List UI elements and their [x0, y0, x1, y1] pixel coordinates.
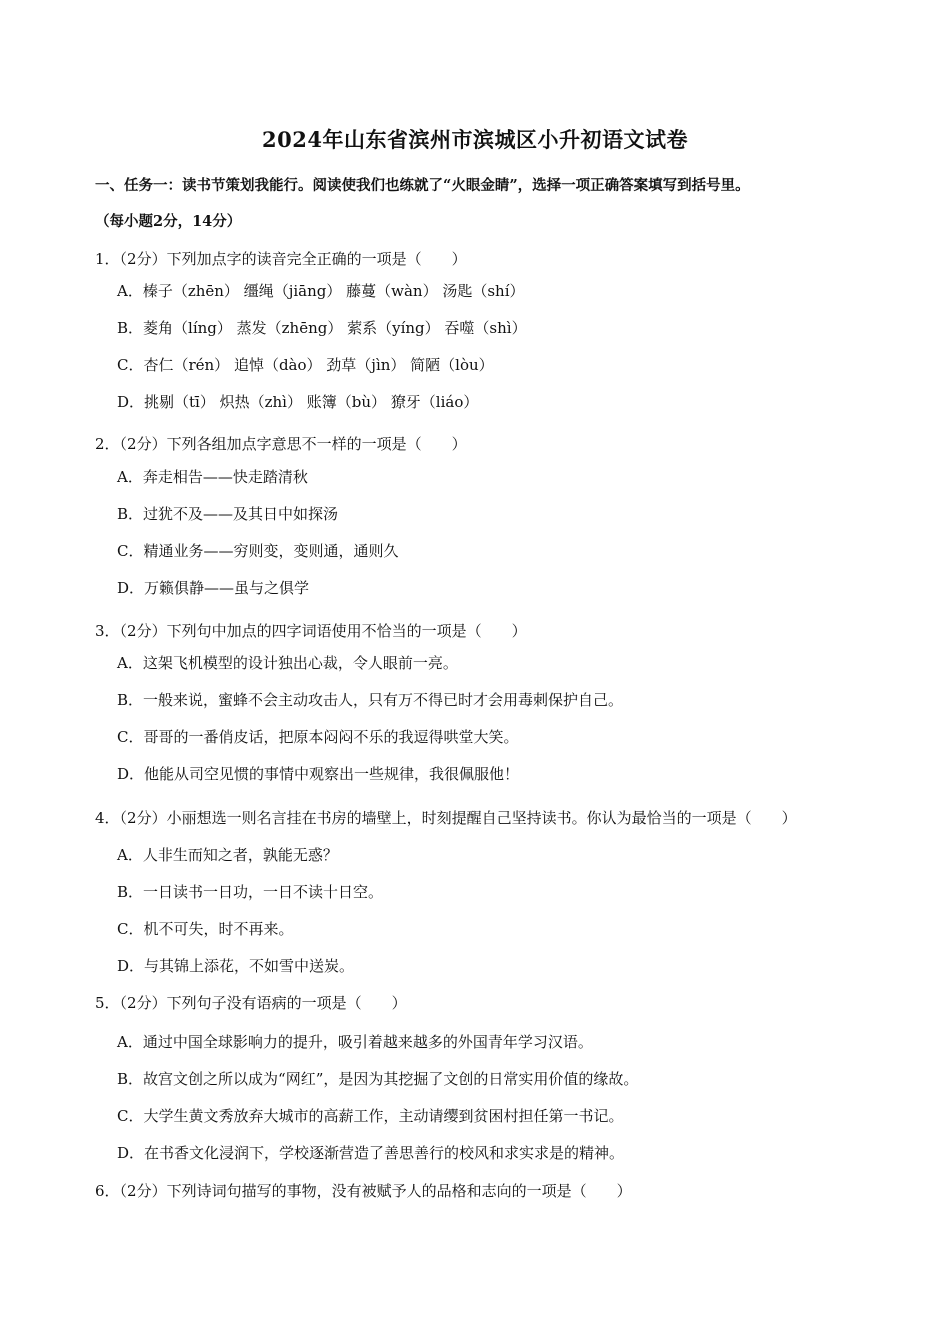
question-4-option-c: C．机不可失，时不再来。 [117, 920, 294, 938]
question-3-option-b: B．一般来说，蜜蜂不会主动攻击人，只有万不得已时才会用毒刺保护自己。 [117, 691, 624, 709]
question-5-option-d: D．在书香文化浸润下，学校逐渐营造了善思善行的校风和求实求是的精神。 [117, 1144, 625, 1162]
question-1-option-b: B．菱角（líng） 蒸发（zhēng） 萦系（yíng） 吞噬（shì） [117, 319, 527, 337]
question-4-stem: 4．（2分）小丽想选一则名言挂在书房的墙壁上，时刻提醒自己坚持读书。你认为最恰当的一项是（ ） [95, 809, 797, 827]
question-3-option-d: D．他能从司空见惯的事情中观察出一些规律，我很佩服他！ [117, 765, 520, 783]
question-3-option-a: A．这架飞机模型的设计独出心裁，令人眼前一亮。 [117, 654, 458, 672]
question-2-option-c: C．精通业务——穷则变，变则通，通则久 [117, 542, 399, 560]
question-1-stem: 1．（2分）下列加点字的读音完全正确的一项是（ ） [95, 250, 467, 268]
question-6-stem: 6．（2分）下列诗词句描写的事物，没有被赋予人的品格和志向的一项是（ ） [95, 1182, 632, 1200]
question-4-option-a: A．人非生而知之者，孰能无惑？ [117, 846, 338, 864]
question-4-option-b: B．一日读书一日功，一日不读十日空。 [117, 883, 384, 901]
question-1-option-c: C．杏仁（rén） 追悼（dào） 劲草（jìn） 简陋（lòu） [117, 356, 494, 374]
section-score-note: （每小题2分，14分） [95, 213, 242, 230]
question-3-option-c: C．哥哥的一番俏皮话，把原本闷闷不乐的我逗得哄堂大笑。 [117, 728, 519, 746]
question-2-option-d: D．万籁俱静——虽与之俱学 [117, 579, 310, 597]
page-title: 2024年山东省滨州市滨城区小升初语文试卷 [262, 127, 688, 152]
question-5-option-a: A．通过中国全球影响力的提升，吸引着越来越多的外国青年学习汉语。 [117, 1033, 593, 1051]
question-2-stem: 2．（2分）下列各组加点字意思不一样的一项是（ ） [95, 435, 467, 453]
question-4-option-d: D．与其锦上添花，不如雪中送炭。 [117, 957, 355, 975]
question-5-option-c: C．大学生黄文秀放弃大城市的高薪工作，主动请缨到贫困村担任第一书记。 [117, 1107, 624, 1125]
question-2-option-a: A．奔走相告——快走踏清秋 [117, 468, 308, 486]
section-heading: 一、任务一：读书节策划我能行。阅读使我们也练就了“火眼金睛”，选择一项正确答案填写到括号里。 [95, 177, 750, 194]
question-1-option-d: D．挑剔（tī） 炽热（zhì） 账簿（bù） 獠牙（liáo） [117, 393, 479, 411]
question-1-option-a: A．榛子（zhēn） 缰绳（jiāng） 藤蔓（wàn） 汤匙（shí） [117, 282, 525, 300]
question-5-option-b: B．故宫文创之所以成为“网红”，是因为其挖掘了文创的日常实用价值的缘故。 [117, 1070, 639, 1088]
question-2-option-b: B．过犹不及——及其日中如探汤 [117, 505, 339, 523]
question-5-stem: 5．（2分）下列句子没有语病的一项是（ ） [95, 994, 407, 1012]
question-3-stem: 3．（2分）下列句中加点的四字词语使用不恰当的一项是（ ） [95, 622, 527, 640]
